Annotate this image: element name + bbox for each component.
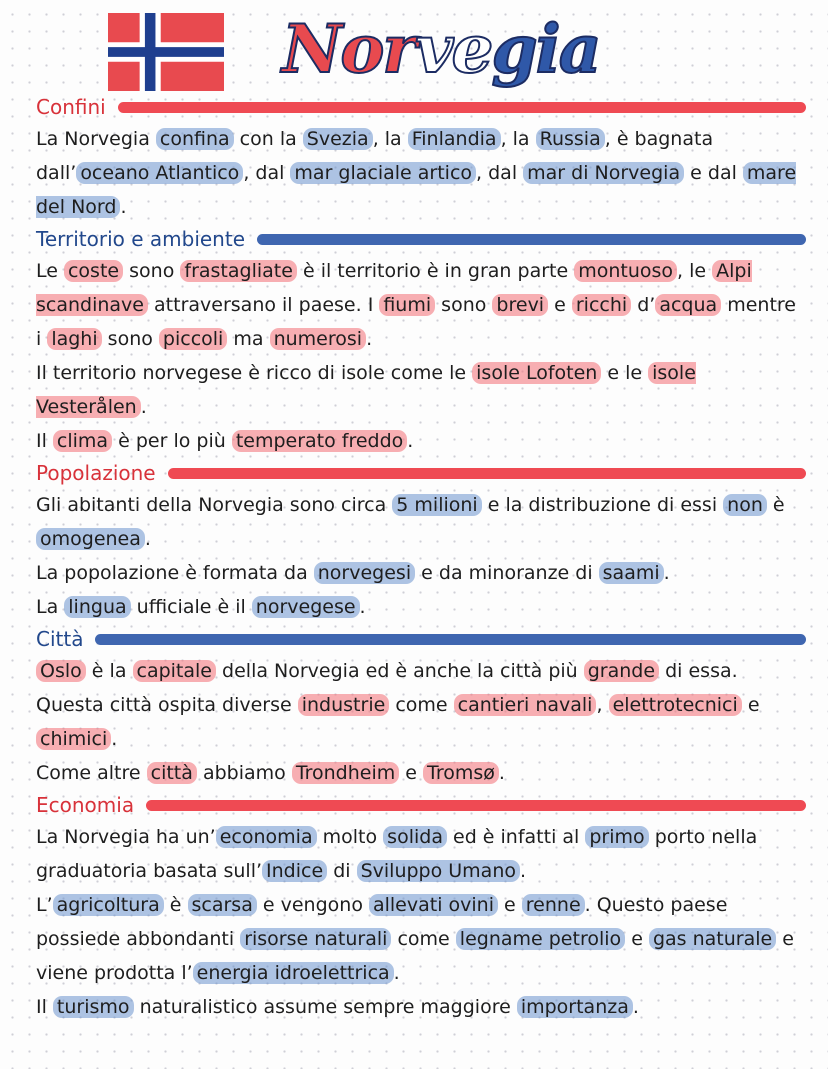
highlighted-term: confina: [156, 128, 234, 150]
highlighted-term: 5 milioni: [392, 494, 481, 516]
highlighted-term: elettrotecnici: [609, 694, 742, 716]
highlighted-term: Alpi scandinave: [36, 260, 752, 316]
highlighted-term: norvegese: [252, 596, 360, 618]
text-run: , la: [372, 128, 408, 150]
section-title: Popolazione: [36, 461, 156, 485]
text-run: .: [120, 196, 127, 218]
highlighted-term: Sviluppo Umano: [357, 860, 520, 882]
highlighted-term: legname petrolio: [456, 928, 625, 950]
text-run: , le: [677, 260, 713, 282]
paragraph: [36, 122, 806, 224]
text-run: e dal: [684, 162, 743, 184]
text-run: e: [399, 762, 424, 784]
text-run: attraversano il paese. I: [148, 294, 380, 316]
highlighted-term: isole Lofoten: [472, 362, 601, 384]
section-divider-line: [168, 468, 806, 479]
text-run: è il territorio è in gran parte: [296, 260, 575, 282]
highlighted-term: Tromsø: [423, 762, 499, 784]
text-run: della Norvegia ed è anche la città più: [216, 660, 584, 682]
highlighted-term: scarsa: [188, 894, 257, 916]
highlighted-term: turismo: [53, 996, 134, 1018]
highlighted-term: grande: [584, 660, 659, 682]
paragraph: [36, 654, 806, 756]
text-run: naturalistico assume sempre maggiore: [133, 996, 517, 1018]
text-run: molto: [316, 826, 384, 848]
text-run: e viene prodotta l’: [36, 928, 794, 984]
text-run: . Questo paese possiede abbondanti: [36, 894, 728, 950]
text-run: , dal: [476, 162, 524, 184]
highlighted-term: mar di Norvegia: [523, 162, 684, 184]
paragraph: [36, 756, 806, 790]
highlighted-term: montuoso: [574, 260, 677, 282]
highlighted-term: lingua: [64, 596, 130, 618]
section: [36, 458, 806, 624]
text-run: sono: [435, 294, 493, 316]
text-run: ufficiale è il: [130, 596, 252, 618]
highlighted-term: fiumi: [379, 294, 435, 316]
section-divider-line: [146, 800, 806, 811]
text-run: e: [625, 928, 649, 950]
text-run: di: [327, 860, 357, 882]
highlighted-term: economia: [216, 826, 317, 848]
text-run: con la: [233, 128, 303, 150]
text-run: come: [391, 928, 456, 950]
highlighted-term: Oslo: [36, 660, 86, 682]
notes-content: [36, 92, 806, 1024]
title-part-red: Nor: [282, 10, 416, 88]
norway-flag-icon: [108, 13, 224, 91]
paragraph: [36, 488, 806, 556]
section-header: [36, 624, 806, 654]
highlighted-term: Russia: [536, 128, 605, 150]
text-run: mentre i: [36, 294, 796, 350]
highlighted-term: solida: [383, 826, 447, 848]
text-run: e la distribuzione di essi: [481, 494, 724, 516]
highlighted-term: isole Vesterålen: [36, 362, 696, 418]
highlighted-term: temperato freddo: [232, 430, 407, 452]
section: [36, 92, 806, 224]
text-run: e vengono: [256, 894, 369, 916]
text-run: .: [407, 430, 414, 452]
highlighted-term: renne: [522, 894, 585, 916]
highlighted-term: industrie: [298, 694, 390, 716]
section: [36, 224, 806, 458]
paragraph: [36, 356, 806, 424]
highlighted-term: primo: [585, 826, 648, 848]
text-run: La: [36, 596, 65, 618]
highlighted-term: saami: [599, 562, 664, 584]
section-header: [36, 224, 806, 254]
paragraph: [36, 254, 806, 356]
text-run: .: [520, 860, 527, 882]
text-run: e: [741, 694, 760, 716]
highlighted-term: ricchi: [572, 294, 631, 316]
section-title: Economia: [36, 793, 135, 817]
highlighted-term: capitale: [133, 660, 217, 682]
text-run: Come altre: [36, 762, 147, 784]
section-header: [36, 458, 806, 488]
text-run: , la: [500, 128, 536, 150]
text-run: è per lo più: [112, 430, 232, 452]
highlighted-term: frastagliate: [180, 260, 297, 282]
paragraph: [36, 556, 806, 590]
highlighted-term: importanza: [517, 996, 633, 1018]
highlighted-term: coste: [64, 260, 123, 282]
text-run: ,: [596, 694, 609, 716]
highlighted-term: Svezia: [303, 128, 373, 150]
text-run: e: [548, 294, 572, 316]
section-divider-line: [118, 102, 806, 113]
highlighted-term: risorse naturali: [240, 928, 391, 950]
highlighted-term: Finlandia: [408, 128, 501, 150]
text-run: La Norvegia: [36, 128, 156, 150]
highlighted-term: clima: [53, 430, 112, 452]
text-run: , dal: [243, 162, 291, 184]
text-run: .: [144, 528, 151, 550]
text-run: di essa. Questa città ospita diverse: [36, 660, 738, 716]
text-run: ed è infatti al: [446, 826, 586, 848]
text-run: sono: [123, 260, 181, 282]
highlighted-term: numerosi: [270, 328, 366, 350]
section-title: Confini: [36, 95, 106, 119]
text-run: Il: [36, 430, 53, 452]
section-title: Territorio e ambiente: [36, 227, 246, 251]
text-run: La Norvegia ha un’: [36, 826, 216, 848]
highlighted-term: mare del Nord: [36, 162, 797, 218]
text-run: e: [498, 894, 522, 916]
text-run: d’: [631, 294, 656, 316]
highlighted-term: laghi: [47, 328, 101, 350]
paragraph: [36, 590, 806, 624]
text-run: .: [663, 562, 670, 584]
highlighted-term: città: [147, 762, 197, 784]
highlighted-term: non: [723, 494, 767, 516]
text-run: Gli abitanti della Norvegia sono circa: [36, 494, 393, 516]
section-title: Città: [36, 627, 84, 651]
section: [36, 624, 806, 790]
text-run: .: [359, 596, 366, 618]
text-run: Il territorio norvegese è ricco di isole come le: [36, 362, 473, 384]
text-run: sono: [101, 328, 159, 350]
highlighted-term: brevi: [492, 294, 548, 316]
highlighted-term: omogenea: [36, 528, 145, 550]
highlighted-term: gas naturale: [649, 928, 776, 950]
page-header: [0, 0, 828, 100]
highlighted-term: Trondheim: [292, 762, 399, 784]
text-run: abbiamo: [196, 762, 292, 784]
text-run: Il: [36, 996, 53, 1018]
text-run: .: [393, 962, 400, 984]
text-run: .: [111, 728, 118, 750]
text-run: è: [766, 494, 785, 516]
highlighted-term: oceano Atlantico: [76, 162, 243, 184]
text-run: Le: [36, 260, 64, 282]
text-run: ma: [227, 328, 270, 350]
highlighted-term: agricoltura: [53, 894, 164, 916]
title-part-blue: gia: [491, 10, 600, 88]
highlighted-term: Indice: [262, 860, 327, 882]
section-divider-line: [95, 634, 806, 645]
text-run: .: [632, 996, 639, 1018]
text-run: come: [389, 694, 454, 716]
paragraph: [36, 888, 806, 990]
text-run: e da minoranze di: [415, 562, 599, 584]
paragraph: [36, 424, 806, 458]
text-run: è la: [85, 660, 133, 682]
title-part-white: ve: [415, 10, 492, 88]
text-run: .: [140, 396, 147, 418]
section-header: [36, 92, 806, 122]
text-run: .: [498, 762, 505, 784]
highlighted-term: chimici: [36, 728, 111, 750]
highlighted-term: cantieri navali: [454, 694, 597, 716]
page-title: [282, 4, 599, 94]
text-run: e le: [601, 362, 649, 384]
highlighted-term: acqua: [655, 294, 721, 316]
text-run: è: [163, 894, 188, 916]
section-divider-line: [257, 234, 806, 245]
highlighted-term: energia idroelettrica: [193, 962, 394, 984]
text-run: .: [366, 328, 373, 350]
text-run: L’: [36, 894, 53, 916]
text-run: porto nella graduatoria basata sull’: [36, 826, 758, 882]
paragraph: [36, 990, 806, 1024]
section: [36, 790, 806, 1024]
paragraph: [36, 820, 806, 888]
highlighted-term: mar glaciale artico: [290, 162, 476, 184]
text-run: La popolazione è formata da: [36, 562, 314, 584]
highlighted-term: piccoli: [159, 328, 227, 350]
highlighted-term: allevati ovini: [369, 894, 498, 916]
section-header: [36, 790, 806, 820]
highlighted-term: norvegesi: [314, 562, 415, 584]
text-run: , è bagnata dall’: [36, 128, 714, 184]
